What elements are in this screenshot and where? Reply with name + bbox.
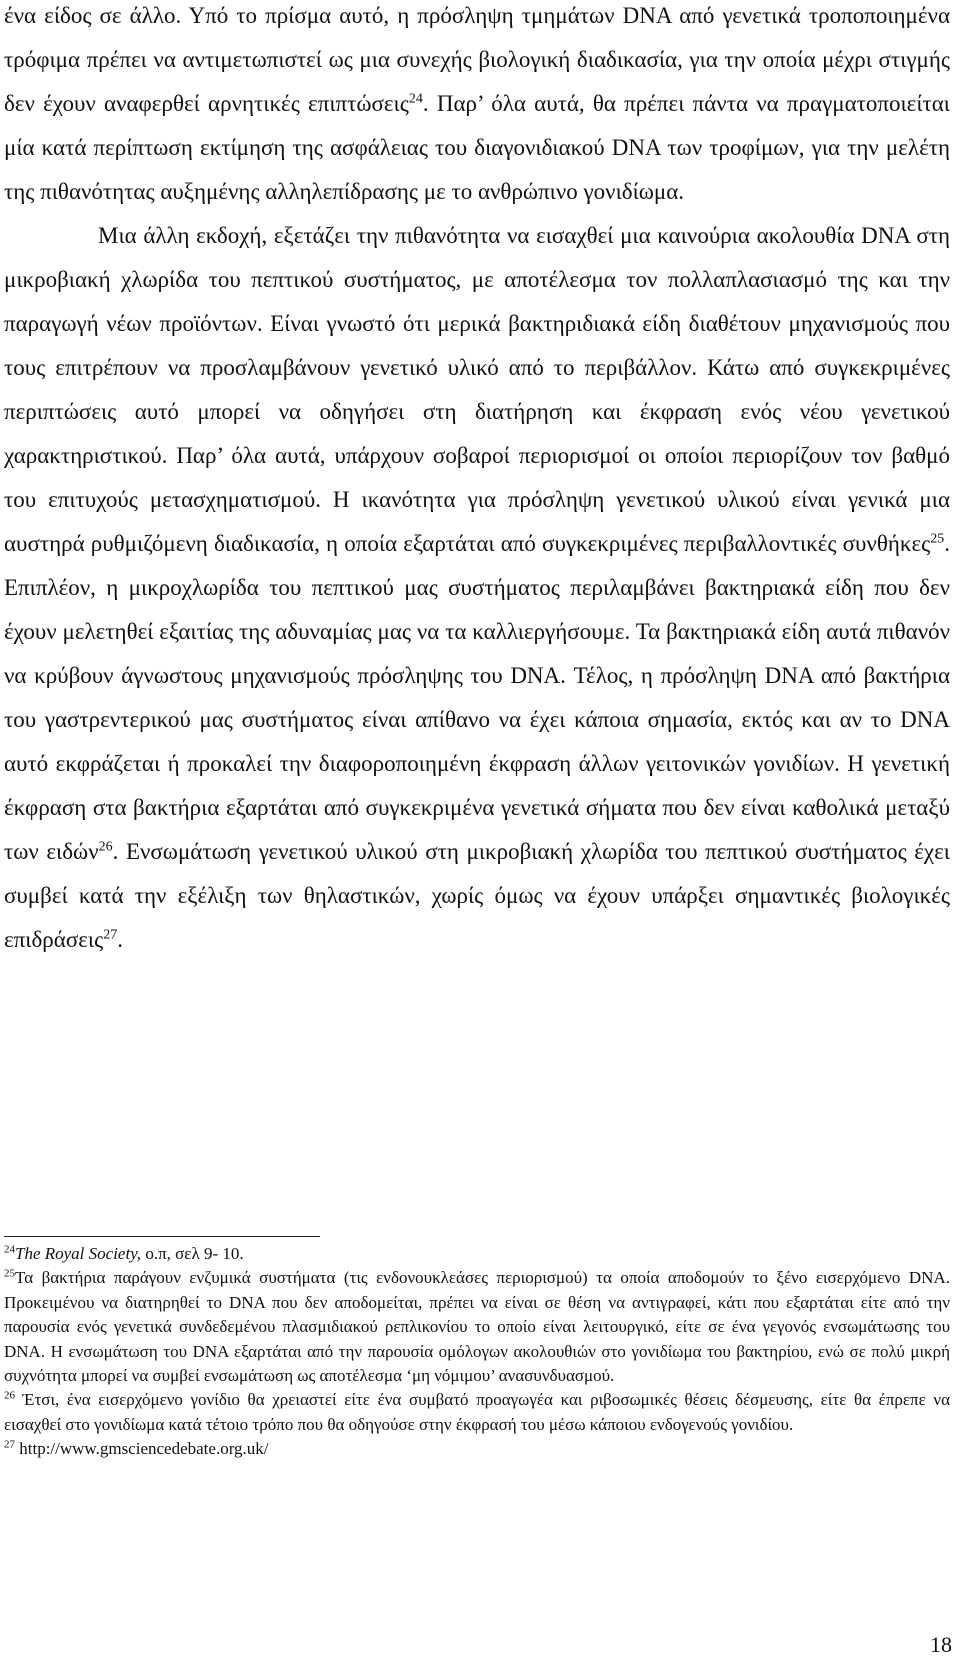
footnote-25-number: 25 xyxy=(4,1267,15,1280)
footnote-26-number: 26 xyxy=(4,1389,15,1402)
footnote-27-link[interactable]: http://www.gmsciencedebate.org.uk/ xyxy=(15,1439,269,1459)
footnote-27 xyxy=(4,1437,950,1461)
footnote-25 xyxy=(4,1266,950,1388)
footnote-26 xyxy=(4,1388,950,1437)
footnote-27-number: 27 xyxy=(4,1438,15,1451)
footnote-24-text: ο.π, σελ 9- 10. xyxy=(141,1244,244,1263)
footnote-24-title: The Royal Society, xyxy=(15,1244,142,1263)
footnote-ref-25[interactable]: 25 xyxy=(930,531,945,547)
footnote-ref-27[interactable]: 27 xyxy=(103,927,118,943)
page-number: 18 xyxy=(930,1632,952,1657)
footnote-ref-26[interactable]: 26 xyxy=(98,839,113,855)
paragraph-2-text-a: Μια άλλη εκδοχή, εξετάζει την πιθανότητα να εισαχθεί μια καινούρια ακολουθία DNA στη μικροβιακή χλωρίδα του πεπτικού συστήματος, με αποτέλεσμα τον πολλαπλασιασμό της και την παραγωγή νέων προϊόντων. Είναι γνωστό ότι μερικά βακτηριδιακά είδη διαθέτουν μηχανισμούς που τους επιτρέπουν να προσλαμβάνουν γενετικό υλικό από το περιβάλλον. Κάτω από συγκεκριμένες περιπτώσεις αυτό μπορεί να οδηγήσει στη διατήρηση και έκφραση ενός νέου γενετικού χαρακτηριστικού. Παρ’ όλα αυτά, υπάρχουν σοβαροί περιορισμοί οι οποίοι περιορίζουν τον βαθμό του επιτυχούς μετασχηματισμού. Η ικανότητα για πρόσληψη γενετικού υλικού είναι γενικά μια αυστηρά ρυθμιζόμενη διαδικασία, η οποία εξαρτάται από συγκεκριμένες περιβαλλοντικές συνθήκες xyxy=(4,223,950,556)
footnote-separator xyxy=(4,1236,320,1237)
footnote-25-text: Τα βακτήρια παράγουν ενζυμικά συστήματα (τις ενδονουκλεάσες περιορισμού) τα οποία αποδομούν το ξένο εισερχόμενο DNA. Προκειμένου να διατηρηθεί το DNA που δεν αποδομείται, πρέπει να είναι σε θέση να αντιγραφεί, κάτι που εξαρτάται είτε από την παρουσία ενός γενετικά συνδεδεμένου πλασμιδιακού ρεπλικονίου το οποίο είναι λειτουργικό, είτε σε ένα γεγονός ενσωμάτωσης του DNA. Η ενσωμάτωση του DNA εξαρτάται από την παρουσία ομόλογων ακολουθιών στο γονιδίωμα του βακτηρίου, ενώ σε πολύ μικρή συχνότητα μπορεί να συμβεί ενσωμάτωση ως αποτέλεσμα ‘μη νόμιμου’ ανασυνδυασμού. xyxy=(4,1268,950,1386)
body-text xyxy=(4,0,950,962)
paragraph-2 xyxy=(4,214,950,962)
footnote-24-number: 24 xyxy=(4,1243,15,1256)
paragraph-1 xyxy=(4,0,950,214)
paragraph-1-text-b: . Παρ’ όλα αυτά, θα πρέπει πάντα να πραγματοποιείται μία κατά περίπτωση εκτίμηση της ασφάλειας του διαγονιδιακού DNA των τροφίμων, για την μελέτη της πιθανότητας αυξημένης αλληλεπίδρασης με το ανθρώπινο γονιδίωμα. xyxy=(4,91,950,204)
paragraph-1-text-a: ένα είδος σε άλλο. Υπό το πρίσμα αυτό, η πρόσληψη τμημάτων DNA από γενετικά τροποποιημένα τρόφιμα πρέπει να αντιμετωπιστεί ως μια συνεχής βιολογική διαδικασία, για την οποία μέχρι στιγμής δεν έχουν αναφερθεί αρνητικές επιπτώσεις xyxy=(4,3,950,116)
footnote-24 xyxy=(4,1242,950,1266)
paragraph-2-text-b: . Επιπλέον, η μικροχλωρίδα του πεπτικού μας συστήματος περιλαμβάνει βακτηριακά είδη που δεν έχουν μελετηθεί εξαιτίας της αδυναμίας μας να τα καλλιεργήσουμε. Τα βακτηριακά είδη αυτά πιθανόν να κρύβουν άγνωστους μηχανισμούς πρόσληψης του DNA. Τέλος, η πρόσληψη DNA από βακτήρια του γαστρεντερικού μας συστήματος είναι απίθανο να έχει κάποια σημασία, εκτός και αν το DNA αυτό εκφράζεται ή προκαλεί την διαφοροποιημένη έκφραση άλλων γειτονικών γονιδίων. Η γενετική έκφραση στα βακτήρια εξαρτάται από συγκεκριμένα γενετικά σήματα που δεν είναι καθολικά μεταξύ των ειδών xyxy=(4,531,950,864)
footnote-26-text: Έτσι, ένα εισερχόμενο γονίδιο θα χρειαστεί είτε ένα συμβατό προαγωγέα και ριβοσωμικές θέσεις δέσμευσης, είτε θα έπρεπε να εισαχθεί στο γονιδίωμα κατά τέτοιο τρόπο που θα οδηγούσε στην έκφρασή του μέσω κάποιου ενδογενούς γονιδίου. xyxy=(4,1390,950,1434)
footnote-ref-24[interactable]: 24 xyxy=(408,91,423,107)
paragraph-2-text-d: . xyxy=(117,927,123,952)
footnotes xyxy=(4,1242,950,1462)
paragraph-2-text-c: . Ενσωμάτωση γενετικού υλικού στη μικροβιακή χλωρίδα του πεπτικού συστήματος έχει συμβεί κατά την εξέλιξη των θηλαστικών, χωρίς όμως να έχουν υπάρξει σημαντικές βιολογικές επιδράσεις xyxy=(4,839,950,952)
